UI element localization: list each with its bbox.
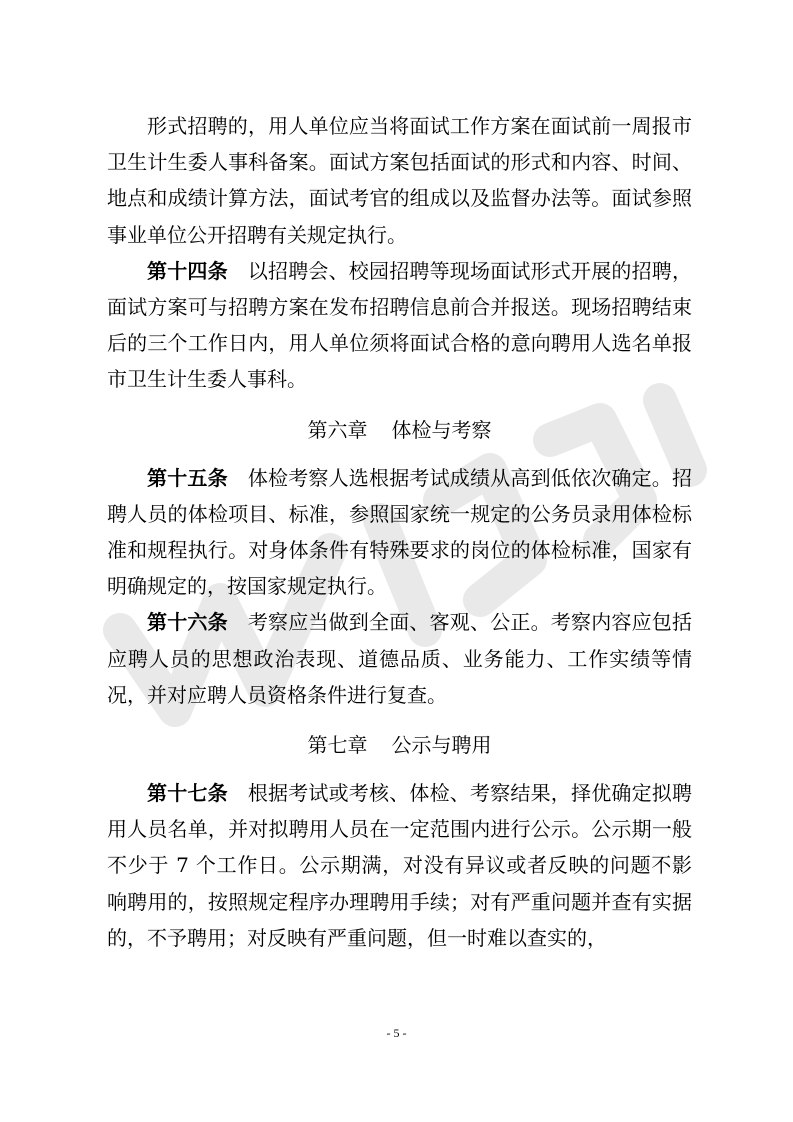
- article-number: 第十七条: [147, 781, 228, 806]
- paragraph-text: 以招聘会、校园招聘等现场面试形式开展的招聘，面试方案可与招聘方案在发布招聘信息前合并报送。现场招聘结束后的三个工作日内，用人单位须将面试合格的意向聘用人选名单报市卫生计生委人事科。: [107, 258, 693, 392]
- chapter-title: 公示与聘用: [391, 733, 492, 758]
- paragraph-text: 根据考试或考核、体检、考察结果，择优确定拟聘用人员名单，并对拟聘用人员在一定范围内进行公示。公示期一般不少于 7 个工作日。公示期满，对没有异议或者反映的问题不影响聘用的，按照规定程序办理聘用手续；对有严重问题并查有实据的，不予聘用；对反映有严重问题，但一时难以查实的，: [107, 781, 693, 950]
- page-number: - 5 -: [386, 1026, 407, 1040]
- chapter-title: 体检与考察: [391, 417, 492, 442]
- article-17: [107, 775, 692, 956]
- article-number: 第十五条: [147, 465, 228, 490]
- chapter-number: 第七章: [307, 733, 368, 758]
- paragraph-text: 体检考察人选根据考试成绩从高到低依次确定。招聘人员的体检项目、标准，参照国家统一规定的公务员录用体检标准和规程执行。对身体条件有特殊要求的岗位的体检标准，国家有明确规定的，按国家规定执行。: [107, 465, 693, 599]
- paragraph-continuation: [107, 108, 692, 253]
- document-body: [107, 108, 692, 956]
- article-14: [107, 253, 692, 398]
- chapter-number: 第六章: [307, 417, 368, 442]
- article-number: 第十四条: [147, 258, 228, 283]
- paragraph-text: 形式招聘的，用人单位应当将面试工作方案在面试前一周报市卫生计生委人事科备案。面试方案包括面试的形式和内容、时间、地点和成绩计算方法，面试考官的组成以及监督办法等。面试参照事业单位公开招聘有关规定执行。: [107, 114, 692, 247]
- chapter-heading-7: [107, 727, 692, 763]
- article-number: 第十六条: [147, 610, 228, 635]
- article-16: [107, 604, 692, 713]
- chapter-heading-6: [107, 412, 692, 448]
- paragraph-text: 考察应当做到全面、客观、公正。考察内容应包括应聘人员的思想政治表现、道德品质、业务能力、工作实绩等情况，并对应聘人员资格条件进行复查。: [107, 610, 693, 707]
- article-15: [107, 460, 692, 605]
